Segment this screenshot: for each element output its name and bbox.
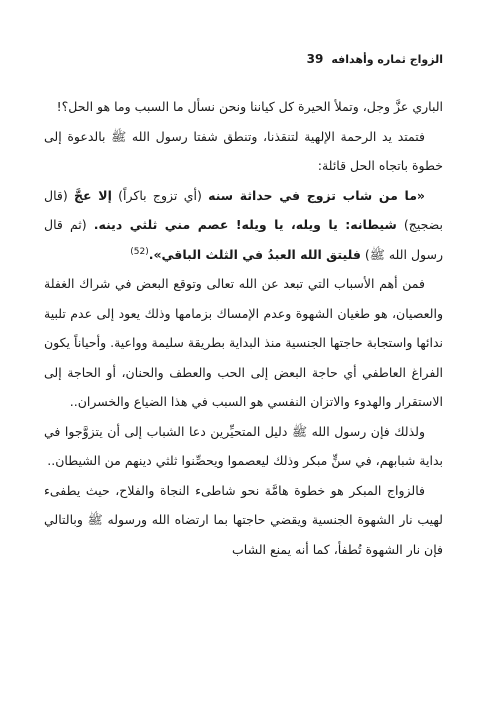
text-run: «ما من شاب تزوج في حداثة سنه: [208, 187, 426, 203]
header-title: الزواج ثماره وأهدافه: [331, 52, 443, 66]
text-run: فالزواج المبكر هو خطوة هامَّة نحو شاطىء النجاة والفلاح، حيث يطفىء لهيب نار الشهوة الجنسية ويقضي حاجتها بما ارتضاه الله ورسوله ﷺ وبالتالي فإن نار الشهوة تُطفأ، كما أنه يمنع الشاب: [44, 482, 443, 557]
paragraph: [44, 417, 443, 476]
text-run: فليتق الله العبدُ في الثلث الباقي».: [148, 246, 361, 262]
page-number: 39: [306, 52, 324, 66]
paragraph: [44, 92, 443, 122]
text-run: فتمتد يد الرحمة الإلهية لتنقذنا، وتنطق شفتا رسول الله ﷺ بالدعوة إلى خطوة باتجاه الحل قائلة:: [44, 128, 443, 173]
text-run: (أي تزوج باكراً): [111, 187, 209, 203]
text-run: (قال بضجيج): [44, 187, 443, 232]
footnote-ref: (52): [130, 246, 149, 257]
paragraph: [44, 476, 443, 565]
text-run: (ثم قال رسول الله ﷺ): [44, 217, 443, 262]
text-run: الباري عزَّ وجل، وتملأ الحيرة كل كياننا ونحن نسأل ما السبب وما هو الحل؟!: [56, 99, 443, 114]
paragraph: [44, 269, 443, 417]
body-text: [44, 92, 443, 564]
running-header: [44, 52, 443, 66]
paragraph: [44, 181, 443, 270]
text-run: فمن أهم الأسباب التي تبعد عن الله تعالى وتوقع البعض في شراك الغفلة والعصيان، هو طغيان الشهوة وعدم الإمساك بزمامها وذلك يعود إلى عدم تلبية ندائها واستجابة حاجتها الجنسية منذ البداية بطريقة سليمة وواعية. وأحياناً يكون الفراغ العاطفي أي حاجة البعض إلى الحب والعطف والحنان، أو الحاجة إلى الاستقرار والهدوء والاتزان النفسي هو السبب في هذا الضياع والخسران..: [44, 276, 443, 409]
paragraph: [44, 122, 443, 181]
text-run: إلا عجَّ: [74, 187, 112, 203]
text-run: شيطانه: يا ويله، يا ويله! عصم مني ثلثي دينه.: [93, 217, 397, 232]
text-run: ولذلك فإن رسول الله ﷺ دليل المتحيِّرين دعا الشباب إلى أن يتزوَّجوا في بداية شبابهم، في سنٍّ مبكر وذلك ليعصموا ويحصِّنوا ثلثي دينهم من الشيطان..: [44, 423, 443, 468]
